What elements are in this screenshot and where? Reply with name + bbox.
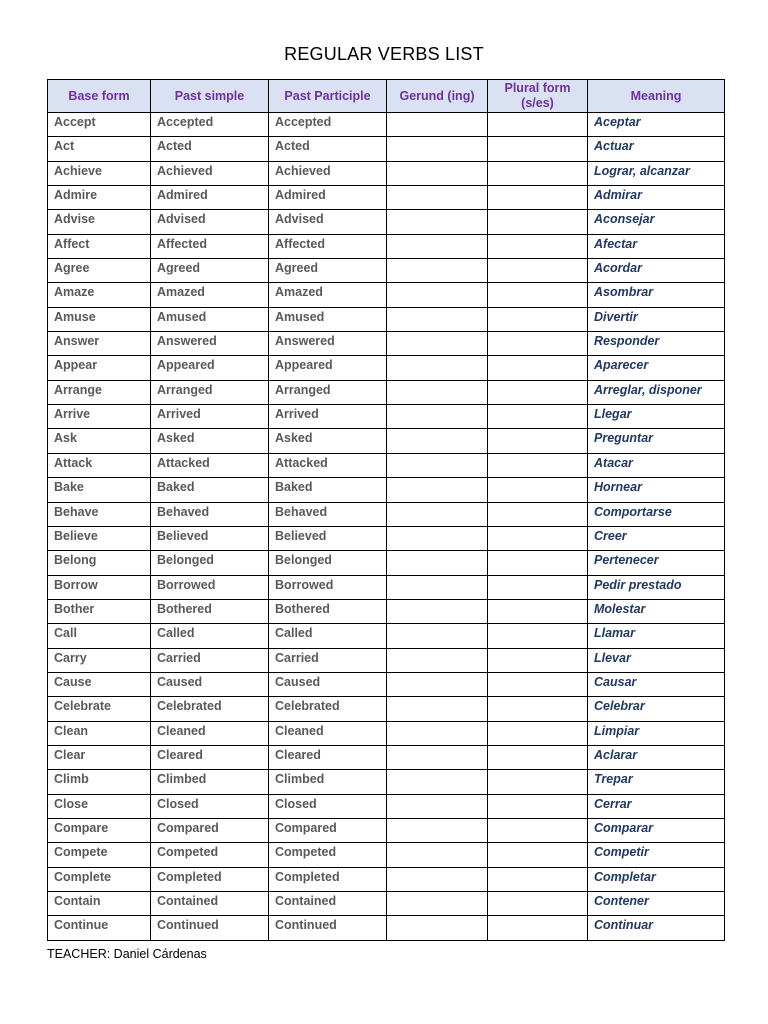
meaning-cell: Aconsejar xyxy=(588,210,725,234)
column-header-meaning: Meaning xyxy=(588,80,725,113)
base-form-cell: Arrive xyxy=(48,405,151,429)
plural-form-cell xyxy=(488,283,588,307)
plural-form-cell xyxy=(488,575,588,599)
plural-form-cell xyxy=(488,745,588,769)
past-participle-cell: Caused xyxy=(269,672,387,696)
plural-form-cell xyxy=(488,259,588,283)
table-row xyxy=(48,429,725,453)
meaning-cell: Celebrar xyxy=(588,697,725,721)
meaning-cell: Completar xyxy=(588,867,725,891)
page-title: REGULAR VERBS LIST xyxy=(284,44,484,64)
meaning-cell: Contener xyxy=(588,892,725,916)
past-participle-cell: Affected xyxy=(269,234,387,258)
gerund-cell xyxy=(387,113,488,137)
plural-form-cell xyxy=(488,916,588,940)
past-simple-cell: Accepted xyxy=(151,113,269,137)
meaning-cell: Trepar xyxy=(588,770,725,794)
gerund-cell xyxy=(387,380,488,404)
table-row xyxy=(48,113,725,137)
base-form-cell: Affect xyxy=(48,234,151,258)
past-participle-cell: Climbed xyxy=(269,770,387,794)
gerund-cell xyxy=(387,307,488,331)
verbs-table-body xyxy=(48,113,725,941)
base-form-cell: Admire xyxy=(48,186,151,210)
meaning-cell: Aparecer xyxy=(588,356,725,380)
meaning-cell: Comparar xyxy=(588,818,725,842)
base-form-cell: Act xyxy=(48,137,151,161)
past-participle-cell: Baked xyxy=(269,478,387,502)
meaning-cell: Atacar xyxy=(588,453,725,477)
meaning-cell: Creer xyxy=(588,526,725,550)
plural-form-cell xyxy=(488,794,588,818)
past-participle-cell: Celebrated xyxy=(269,697,387,721)
table-row xyxy=(48,745,725,769)
past-simple-cell: Baked xyxy=(151,478,269,502)
gerund-cell xyxy=(387,648,488,672)
meaning-cell: Causar xyxy=(588,672,725,696)
meaning-cell: Llevar xyxy=(588,648,725,672)
table-row xyxy=(48,843,725,867)
meaning-cell: Aclarar xyxy=(588,745,725,769)
base-form-cell: Belong xyxy=(48,551,151,575)
table-row xyxy=(48,624,725,648)
past-participle-cell: Continued xyxy=(269,916,387,940)
gerund-cell xyxy=(387,818,488,842)
base-form-cell: Accept xyxy=(48,113,151,137)
gerund-cell xyxy=(387,843,488,867)
gerund-cell xyxy=(387,599,488,623)
column-header-plural-form: Plural form (s/es) xyxy=(488,80,588,113)
past-simple-cell: Arranged xyxy=(151,380,269,404)
past-simple-cell: Cleared xyxy=(151,745,269,769)
plural-form-cell xyxy=(488,307,588,331)
plural-form-cell xyxy=(488,526,588,550)
past-participle-cell: Belonged xyxy=(269,551,387,575)
plural-form-cell xyxy=(488,161,588,185)
past-simple-cell: Bothered xyxy=(151,599,269,623)
past-simple-cell: Compared xyxy=(151,818,269,842)
gerund-cell xyxy=(387,453,488,477)
meaning-cell: Cerrar xyxy=(588,794,725,818)
column-header-past-simple: Past simple xyxy=(151,80,269,113)
past-simple-cell: Answered xyxy=(151,332,269,356)
plural-form-cell xyxy=(488,429,588,453)
table-row xyxy=(48,161,725,185)
gerund-cell xyxy=(387,770,488,794)
base-form-cell: Complete xyxy=(48,867,151,891)
table-row xyxy=(48,405,725,429)
plural-form-cell xyxy=(488,624,588,648)
base-form-cell: Arrange xyxy=(48,380,151,404)
base-form-cell: Clear xyxy=(48,745,151,769)
past-simple-cell: Agreed xyxy=(151,259,269,283)
past-simple-cell: Climbed xyxy=(151,770,269,794)
meaning-cell: Arreglar, disponer xyxy=(588,380,725,404)
base-form-cell: Compare xyxy=(48,818,151,842)
gerund-cell xyxy=(387,259,488,283)
base-form-cell: Agree xyxy=(48,259,151,283)
past-participle-cell: Carried xyxy=(269,648,387,672)
plural-form-cell xyxy=(488,892,588,916)
past-participle-cell: Cleared xyxy=(269,745,387,769)
plural-form-cell xyxy=(488,234,588,258)
meaning-cell: Afectar xyxy=(588,234,725,258)
base-form-cell: Continue xyxy=(48,916,151,940)
table-row xyxy=(48,575,725,599)
base-form-cell: Cause xyxy=(48,672,151,696)
base-form-cell: Behave xyxy=(48,502,151,526)
gerund-cell xyxy=(387,892,488,916)
plural-form-cell xyxy=(488,502,588,526)
past-simple-cell: Behaved xyxy=(151,502,269,526)
table-row xyxy=(48,502,725,526)
plural-form-cell xyxy=(488,356,588,380)
verbs-table xyxy=(47,79,725,941)
gerund-cell xyxy=(387,429,488,453)
plural-form-cell xyxy=(488,770,588,794)
meaning-cell: Responder xyxy=(588,332,725,356)
table-row xyxy=(48,916,725,940)
table-row xyxy=(48,186,725,210)
past-participle-cell: Answered xyxy=(269,332,387,356)
base-form-cell: Contain xyxy=(48,892,151,916)
plural-form-cell xyxy=(488,380,588,404)
plural-form-cell xyxy=(488,453,588,477)
past-simple-cell: Amazed xyxy=(151,283,269,307)
base-form-cell: Celebrate xyxy=(48,697,151,721)
past-simple-cell: Contained xyxy=(151,892,269,916)
plural-form-cell xyxy=(488,697,588,721)
meaning-cell: Pedir prestado xyxy=(588,575,725,599)
past-simple-cell: Asked xyxy=(151,429,269,453)
gerund-cell xyxy=(387,210,488,234)
table-row xyxy=(48,648,725,672)
plural-form-cell xyxy=(488,648,588,672)
table-row xyxy=(48,526,725,550)
meaning-cell: Pertenecer xyxy=(588,551,725,575)
plural-form-cell xyxy=(488,210,588,234)
past-participle-cell: Advised xyxy=(269,210,387,234)
plural-form-cell xyxy=(488,405,588,429)
base-form-cell: Carry xyxy=(48,648,151,672)
plural-form-cell xyxy=(488,843,588,867)
past-simple-cell: Continued xyxy=(151,916,269,940)
meaning-cell: Admirar xyxy=(588,186,725,210)
gerund-cell xyxy=(387,916,488,940)
column-header-base-form: Base form xyxy=(48,80,151,113)
gerund-cell xyxy=(387,161,488,185)
past-simple-cell: Believed xyxy=(151,526,269,550)
past-participle-cell: Arrived xyxy=(269,405,387,429)
past-participle-cell: Called xyxy=(269,624,387,648)
base-form-cell: Borrow xyxy=(48,575,151,599)
past-simple-cell: Advised xyxy=(151,210,269,234)
plural-form-cell xyxy=(488,478,588,502)
past-participle-cell: Closed xyxy=(269,794,387,818)
table-row xyxy=(48,356,725,380)
past-participle-cell: Amused xyxy=(269,307,387,331)
plural-form-cell xyxy=(488,599,588,623)
past-participle-cell: Cleaned xyxy=(269,721,387,745)
past-participle-cell: Appeared xyxy=(269,356,387,380)
base-form-cell: Advise xyxy=(48,210,151,234)
meaning-cell: Competir xyxy=(588,843,725,867)
table-row xyxy=(48,453,725,477)
plural-form-cell xyxy=(488,867,588,891)
past-simple-cell: Closed xyxy=(151,794,269,818)
gerund-cell xyxy=(387,551,488,575)
meaning-cell: Limpiar xyxy=(588,721,725,745)
meaning-cell: Asombrar xyxy=(588,283,725,307)
table-row xyxy=(48,721,725,745)
column-header-gerund: Gerund (ing) xyxy=(387,80,488,113)
plural-form-cell xyxy=(488,672,588,696)
table-row xyxy=(48,307,725,331)
table-row xyxy=(48,551,725,575)
meaning-cell: Acordar xyxy=(588,259,725,283)
past-simple-cell: Completed xyxy=(151,867,269,891)
table-row xyxy=(48,818,725,842)
past-simple-cell: Competed xyxy=(151,843,269,867)
gerund-cell xyxy=(387,186,488,210)
base-form-cell: Amuse xyxy=(48,307,151,331)
base-form-cell: Bother xyxy=(48,599,151,623)
past-participle-cell: Borrowed xyxy=(269,575,387,599)
meaning-cell: Lograr, alcanzar xyxy=(588,161,725,185)
gerund-cell xyxy=(387,137,488,161)
past-participle-cell: Acted xyxy=(269,137,387,161)
gerund-cell xyxy=(387,478,488,502)
base-form-cell: Climb xyxy=(48,770,151,794)
table-header-row xyxy=(48,80,725,113)
base-form-cell: Compete xyxy=(48,843,151,867)
table-row xyxy=(48,332,725,356)
base-form-cell: Bake xyxy=(48,478,151,502)
meaning-cell: Llamar xyxy=(588,624,725,648)
gerund-cell xyxy=(387,356,488,380)
column-header-past-participle: Past Participle xyxy=(269,80,387,113)
plural-form-cell xyxy=(488,721,588,745)
meaning-cell: Comportarse xyxy=(588,502,725,526)
plural-form-cell xyxy=(488,818,588,842)
table-row xyxy=(48,137,725,161)
teacher-footer: TEACHER: Daniel Cárdenas xyxy=(47,947,207,961)
plural-form-cell xyxy=(488,332,588,356)
table-row xyxy=(48,259,725,283)
gerund-cell xyxy=(387,697,488,721)
gerund-cell xyxy=(387,721,488,745)
base-form-cell: Answer xyxy=(48,332,151,356)
past-participle-cell: Compared xyxy=(269,818,387,842)
plural-form-cell xyxy=(488,113,588,137)
gerund-cell xyxy=(387,794,488,818)
base-form-cell: Call xyxy=(48,624,151,648)
past-participle-cell: Behaved xyxy=(269,502,387,526)
past-participle-cell: Completed xyxy=(269,867,387,891)
past-simple-cell: Acted xyxy=(151,137,269,161)
meaning-cell: Preguntar xyxy=(588,429,725,453)
past-simple-cell: Carried xyxy=(151,648,269,672)
gerund-cell xyxy=(387,575,488,599)
base-form-cell: Amaze xyxy=(48,283,151,307)
meaning-cell: Hornear xyxy=(588,478,725,502)
base-form-cell: Attack xyxy=(48,453,151,477)
gerund-cell xyxy=(387,332,488,356)
table-row xyxy=(48,770,725,794)
table-row xyxy=(48,697,725,721)
meaning-cell: Divertir xyxy=(588,307,725,331)
gerund-cell xyxy=(387,283,488,307)
past-simple-cell: Called xyxy=(151,624,269,648)
plural-form-cell xyxy=(488,137,588,161)
past-participle-cell: Agreed xyxy=(269,259,387,283)
gerund-cell xyxy=(387,624,488,648)
past-participle-cell: Attacked xyxy=(269,453,387,477)
past-participle-cell: Contained xyxy=(269,892,387,916)
past-simple-cell: Arrived xyxy=(151,405,269,429)
base-form-cell: Achieve xyxy=(48,161,151,185)
base-form-cell: Appear xyxy=(48,356,151,380)
past-participle-cell: Bothered xyxy=(269,599,387,623)
table-row xyxy=(48,478,725,502)
plural-form-cell xyxy=(488,186,588,210)
past-participle-cell: Admired xyxy=(269,186,387,210)
table-row xyxy=(48,867,725,891)
past-participle-cell: Achieved xyxy=(269,161,387,185)
past-simple-cell: Cleaned xyxy=(151,721,269,745)
meaning-cell: Llegar xyxy=(588,405,725,429)
gerund-cell xyxy=(387,502,488,526)
past-simple-cell: Celebrated xyxy=(151,697,269,721)
base-form-cell: Clean xyxy=(48,721,151,745)
past-simple-cell: Appeared xyxy=(151,356,269,380)
base-form-cell: Close xyxy=(48,794,151,818)
table-row xyxy=(48,672,725,696)
past-simple-cell: Amused xyxy=(151,307,269,331)
past-simple-cell: Attacked xyxy=(151,453,269,477)
past-participle-cell: Believed xyxy=(269,526,387,550)
gerund-cell xyxy=(387,526,488,550)
past-participle-cell: Amazed xyxy=(269,283,387,307)
meaning-cell: Molestar xyxy=(588,599,725,623)
table-row xyxy=(48,794,725,818)
table-row xyxy=(48,599,725,623)
base-form-cell: Believe xyxy=(48,526,151,550)
table-row xyxy=(48,380,725,404)
table-row xyxy=(48,234,725,258)
table-row xyxy=(48,283,725,307)
gerund-cell xyxy=(387,867,488,891)
past-simple-cell: Achieved xyxy=(151,161,269,185)
gerund-cell xyxy=(387,745,488,769)
meaning-cell: Continuar xyxy=(588,916,725,940)
gerund-cell xyxy=(387,405,488,429)
past-participle-cell: Arranged xyxy=(269,380,387,404)
gerund-cell xyxy=(387,672,488,696)
past-simple-cell: Borrowed xyxy=(151,575,269,599)
past-simple-cell: Admired xyxy=(151,186,269,210)
plural-form-cell xyxy=(488,551,588,575)
meaning-cell: Aceptar xyxy=(588,113,725,137)
gerund-cell xyxy=(387,234,488,258)
table-row xyxy=(48,210,725,234)
meaning-cell: Actuar xyxy=(588,137,725,161)
past-participle-cell: Accepted xyxy=(269,113,387,137)
past-participle-cell: Asked xyxy=(269,429,387,453)
base-form-cell: Ask xyxy=(48,429,151,453)
past-participle-cell: Competed xyxy=(269,843,387,867)
past-simple-cell: Belonged xyxy=(151,551,269,575)
past-simple-cell: Caused xyxy=(151,672,269,696)
past-simple-cell: Affected xyxy=(151,234,269,258)
table-row xyxy=(48,892,725,916)
